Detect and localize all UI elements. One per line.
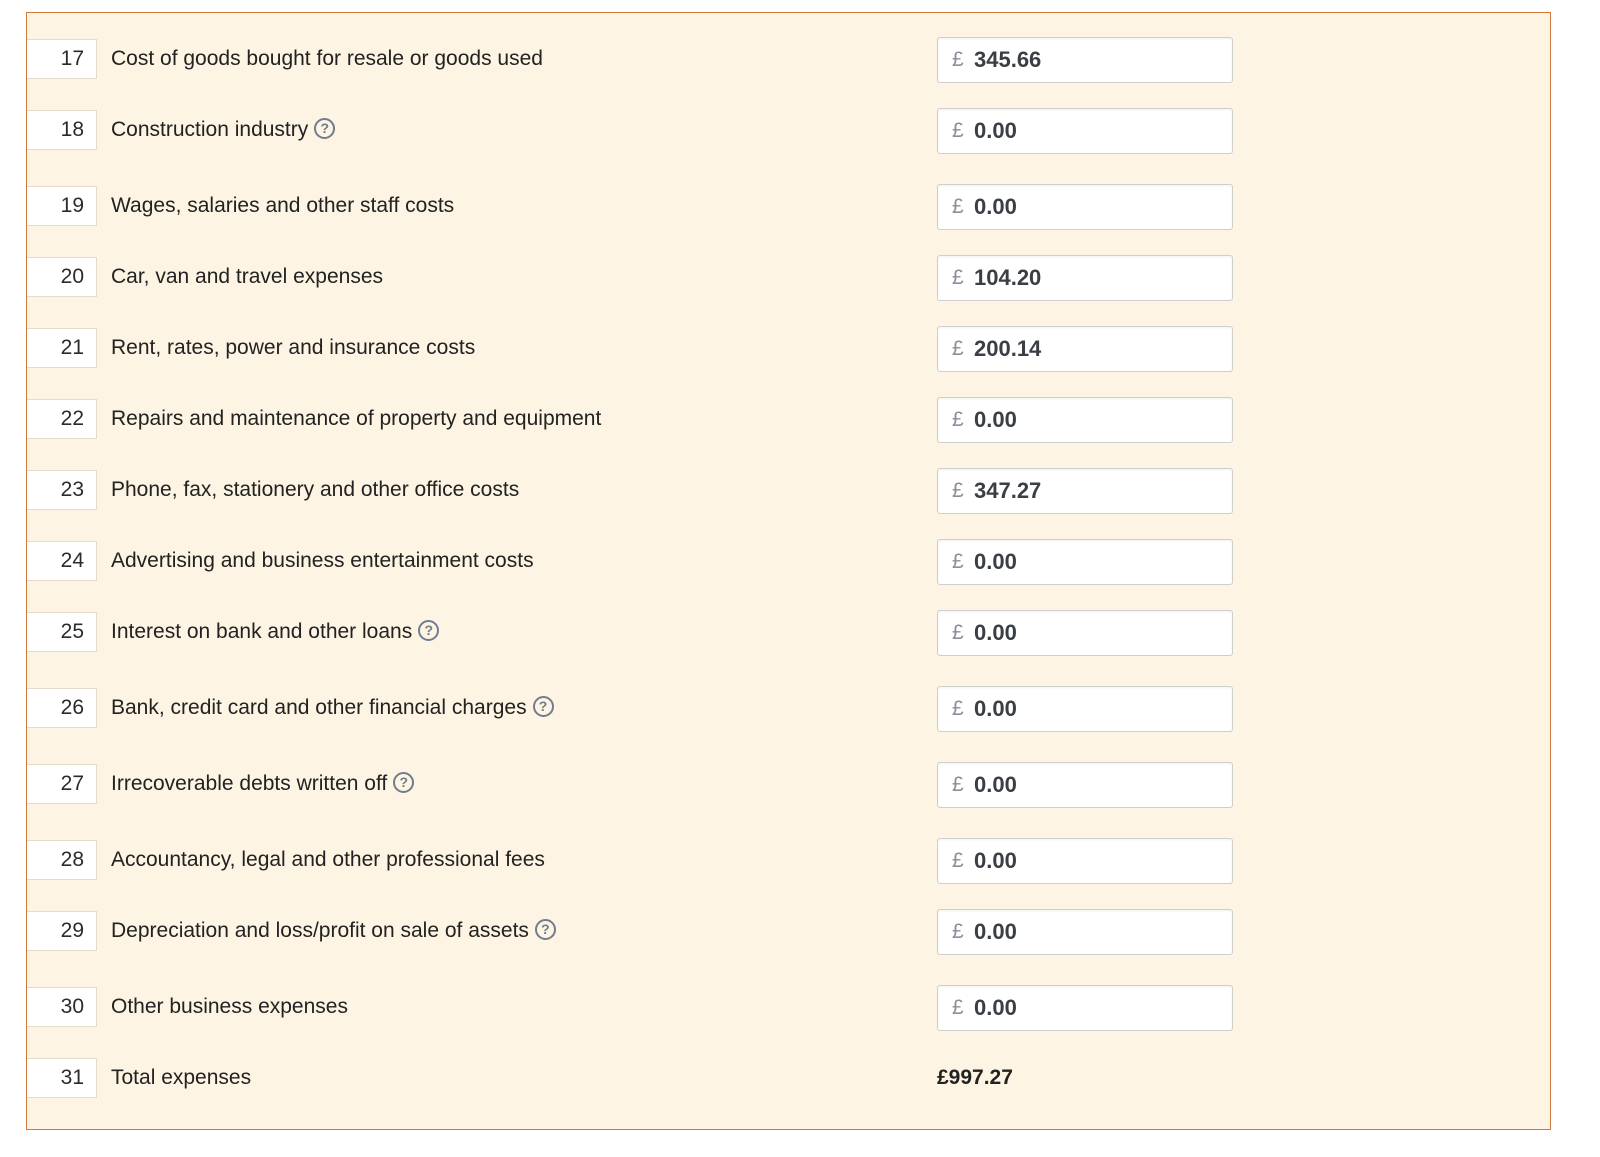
box-number: 20 — [27, 257, 97, 297]
currency-symbol: £ — [952, 773, 964, 796]
currency-symbol: £ — [952, 479, 964, 502]
expense-row-27 — [27, 762, 1550, 808]
amount-input[interactable] — [974, 611, 1214, 655]
box-number: 17 — [27, 39, 97, 79]
expense-label — [111, 838, 545, 882]
expense-row-18 — [27, 108, 1550, 154]
amount-input[interactable] — [974, 687, 1214, 731]
amount-input[interactable] — [974, 763, 1214, 807]
total-expenses-label — [111, 1056, 251, 1100]
currency-symbol: £ — [952, 849, 964, 872]
amount-input[interactable] — [974, 327, 1214, 371]
amount-field[interactable] — [937, 108, 1233, 154]
box-number: 30 — [27, 987, 97, 1027]
box-number: 28 — [27, 840, 97, 880]
expense-row-26 — [27, 686, 1550, 732]
expense-label-text: Accountancy, legal and other professional fees — [111, 848, 545, 871]
amount-field[interactable] — [937, 326, 1233, 372]
help-icon[interactable]: ? — [393, 772, 414, 793]
expense-label — [111, 397, 601, 441]
expense-row-29 — [27, 909, 1550, 955]
currency-symbol: £ — [952, 266, 964, 289]
expense-label — [111, 610, 439, 654]
amount-input[interactable] — [974, 256, 1214, 300]
total-expenses-row — [27, 1056, 1550, 1102]
amount-field[interactable] — [937, 985, 1233, 1031]
box-number: 31 — [27, 1058, 97, 1098]
amount-input[interactable] — [974, 986, 1214, 1030]
currency-symbol: £ — [952, 550, 964, 573]
amount-field[interactable] — [937, 255, 1233, 301]
expense-label-text: Interest on bank and other loans — [111, 620, 413, 643]
expense-label — [111, 539, 534, 583]
expense-label — [111, 255, 383, 299]
expense-row-21 — [27, 326, 1550, 372]
expense-label-text: Car, van and travel expenses — [111, 265, 383, 288]
box-number: 21 — [27, 328, 97, 368]
expense-label — [111, 108, 335, 152]
help-icon[interactable]: ? — [535, 919, 556, 940]
expense-label-text: Construction industry — [111, 118, 309, 141]
help-icon[interactable]: ? — [314, 118, 335, 139]
amount-field[interactable] — [937, 838, 1233, 884]
expense-label — [111, 184, 454, 228]
box-number: 25 — [27, 612, 97, 652]
box-number: 27 — [27, 764, 97, 804]
expense-label-text: Advertising and business entertainment costs — [111, 549, 534, 572]
expense-row-17 — [27, 37, 1550, 83]
expenses-panel — [26, 12, 1551, 1130]
expense-label — [111, 37, 543, 81]
box-number: 29 — [27, 911, 97, 951]
currency-symbol: £ — [952, 920, 964, 943]
amount-field[interactable] — [937, 909, 1233, 955]
expense-label — [111, 985, 348, 1029]
amount-input[interactable] — [974, 185, 1214, 229]
expense-label-text: Phone, fax, stationery and other office costs — [111, 478, 520, 501]
currency-symbol: £ — [952, 996, 964, 1019]
currency-symbol: £ — [952, 337, 964, 360]
currency-symbol: £ — [952, 621, 964, 644]
amount-input[interactable] — [974, 469, 1214, 513]
expense-row-22 — [27, 397, 1550, 443]
expense-label-text: Depreciation and loss/profit on sale of assets — [111, 919, 529, 942]
expense-row-28 — [27, 838, 1550, 884]
expense-label — [111, 762, 414, 806]
expense-label-text: Irrecoverable debts written off — [111, 772, 388, 795]
currency-symbol: £ — [952, 408, 964, 431]
amount-field[interactable] — [937, 184, 1233, 230]
amount-field[interactable] — [937, 397, 1233, 443]
amount-input[interactable] — [974, 839, 1214, 883]
expense-label-text: Bank, credit card and other financial charges — [111, 696, 527, 719]
expense-label-text: Wages, salaries and other staff costs — [111, 194, 455, 217]
amount-input[interactable] — [974, 398, 1214, 442]
box-number: 24 — [27, 541, 97, 581]
expense-label-text: Repairs and maintenance of property and equipment — [111, 407, 602, 430]
box-number: 19 — [27, 186, 97, 226]
amount-field[interactable] — [937, 539, 1233, 585]
amount-field[interactable] — [937, 686, 1233, 732]
currency-symbol: £ — [952, 48, 964, 71]
amount-field[interactable] — [937, 468, 1233, 514]
amount-input[interactable] — [974, 38, 1214, 82]
expense-label — [111, 326, 475, 370]
amount-input[interactable] — [974, 109, 1214, 153]
box-number: 18 — [27, 110, 97, 150]
expense-label — [111, 468, 519, 512]
box-number: 22 — [27, 399, 97, 439]
expense-row-19 — [27, 184, 1550, 230]
currency-symbol: £ — [952, 697, 964, 720]
amount-field[interactable] — [937, 37, 1233, 83]
box-number: 26 — [27, 688, 97, 728]
expense-row-24 — [27, 539, 1550, 585]
currency-symbol: £ — [952, 119, 964, 142]
expense-label — [111, 686, 554, 730]
total-expenses-label-text: Total expenses — [111, 1066, 252, 1089]
expense-row-25 — [27, 610, 1550, 656]
box-number: 23 — [27, 470, 97, 510]
expense-row-30 — [27, 985, 1550, 1031]
expense-label — [111, 909, 556, 953]
amount-input[interactable] — [974, 540, 1214, 584]
expense-row-20 — [27, 255, 1550, 301]
expense-label-text: Other business expenses — [111, 995, 348, 1018]
expense-label-text: Cost of goods bought for resale or goods used — [111, 47, 543, 70]
currency-symbol: £ — [952, 195, 964, 218]
help-icon[interactable]: ? — [533, 696, 554, 717]
total-expenses-value: £997.27 — [937, 1066, 1013, 1089]
amount-input[interactable] — [974, 910, 1214, 954]
amount-field[interactable] — [937, 610, 1233, 656]
amount-field[interactable] — [937, 762, 1233, 808]
expense-row-23 — [27, 468, 1550, 514]
expense-label-text: Rent, rates, power and insurance costs — [111, 336, 476, 359]
help-icon[interactable]: ? — [418, 620, 439, 641]
